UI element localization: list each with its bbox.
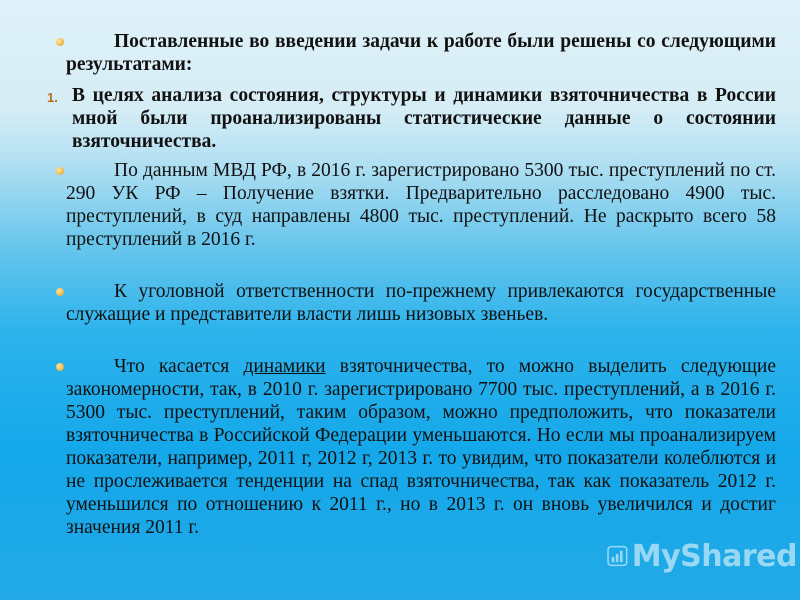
dynamics-underlined-word: динамики [243,356,326,377]
bullet-icon [56,363,64,371]
dynamics-paragraph [66,355,776,539]
dynamics-text-start: Что касается [114,356,244,377]
bullet-icon [56,167,64,175]
intro-paragraph [66,30,776,76]
bullet-icon [56,38,64,46]
intro-text: Поставленные во введении задачи к работе были решены со следующими результатами: [66,31,776,75]
bullet-icon [56,288,64,296]
numbered-paragraph-text: В целях анализа состояния, структуры и динамики взяточничества в России мной были проанализированы статистические данные о состоянии взяточничества. [72,85,776,152]
statistics-text: По данным МВД РФ, в 2016 г. зарегистрировано 5300 тыс. преступлений по ст. 290 УК РФ – Получение взятки. Предварительно расследовано 4900 тыс. преступлений, в суд направлены 4800 тыс. преступлений. Не раскрыто всего 58 преступлений в 2016 г. [66,160,776,250]
numbered-paragraph-1 [47,84,776,153]
watermark [607,534,797,578]
list-number: 1. [47,90,58,105]
dynamics-text-rest: взяточничества, то можно выделить следующие закономерности, так, в 2010 г. зарегистрировано 7700 тыс. преступлений, а в 2016 г. 5300 тыс. преступлений, таким образом, можно предположить, что показатели взяточничества в Российской Федерации уменьшаются. Но если мы проанализируем показатели, например, 2011 г, 2012 г, 2013 г. то увидим, что показатели колеблются и не прослеживается тенденции на спад взяточничества, так как показатель 2012 г. уменьшился по отношению к 2011 г., но в 2013 г. он вновь увеличился и достиг значения 2011 г. [66,356,776,538]
responsibility-text: К уголовной ответственности по-прежнему привлекаются государственные служащие и представители власти лишь низовых звеньев. [66,281,776,325]
watermark-text: MyShared [631,538,797,574]
statistics-paragraph [66,159,776,251]
responsibility-paragraph [66,280,776,326]
myshared-logo-icon [607,536,628,576]
